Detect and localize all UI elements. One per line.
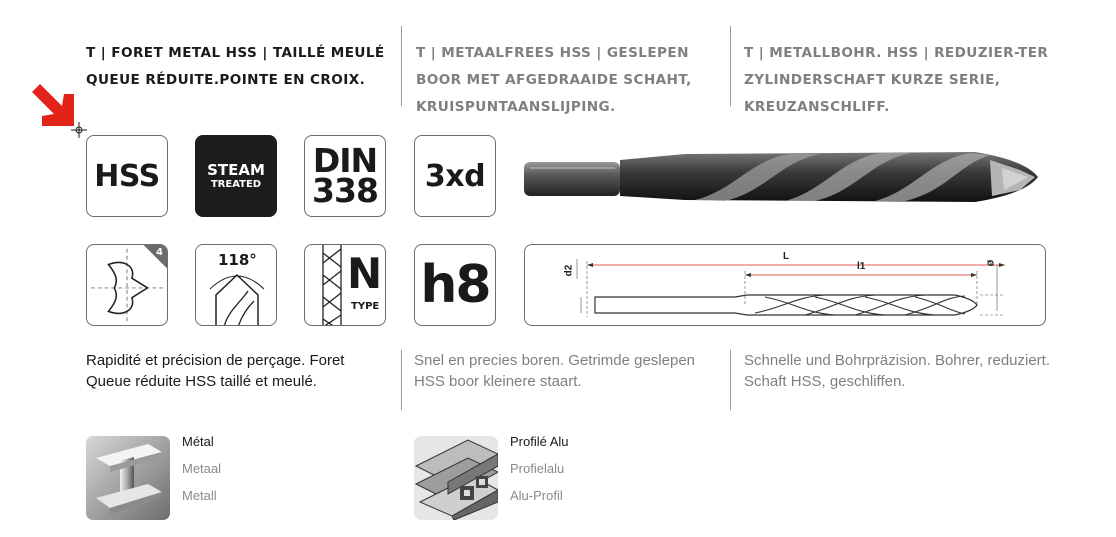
flute-length-label: l1 <box>857 261 866 272</box>
material-label-de: Alu-Profil <box>510 488 563 503</box>
material-metal <box>182 428 221 509</box>
split-point-icon <box>87 244 167 326</box>
title-dutch: T | METAALFREES HSS | GESLEPEN BOOR MET AFGEDRAAIDE SCHAHT, KRUISPUNTAANSLIJPING. <box>416 45 692 115</box>
description-german: Schnelle und Bohrpräzision. Bohrer, reduziert. Schaft HSS, geschliffen. <box>744 352 1051 390</box>
steam-treated-badge <box>195 135 277 217</box>
title-french: T | FORET METAL HSS | TAILLÉ MEULÉ QUEUE RÉDUITE.POINTE EN CROIX. <box>86 45 385 88</box>
material-label-fr: Profilé Alu <box>510 434 569 449</box>
material-label-de: Metall <box>182 488 217 503</box>
description-dutch: Snel en precies boren. Getrimde geslepen HSS boor kleinere staart. <box>414 352 696 390</box>
din-number-label: 338 <box>312 171 378 210</box>
crosshair-icon <box>71 122 87 138</box>
type-label: TYPE <box>351 301 380 312</box>
diameter-label: ø <box>984 259 997 267</box>
h8-label: h8 <box>420 255 490 315</box>
divider <box>401 26 402 106</box>
description-french: Rapidité et précision de perçage. Foret Queue réduite HSS taillé et meulé. <box>86 352 345 390</box>
hss-badge <box>86 135 168 217</box>
treated-label: TREATED <box>210 178 262 190</box>
hss-label: HSS <box>94 158 160 194</box>
drill-bit-image <box>520 130 1050 225</box>
h8-tolerance-badge <box>414 244 496 326</box>
tip-number: 4 <box>156 247 163 258</box>
material-label-nl: Profielalu <box>510 461 565 476</box>
angle-label: 118° <box>218 251 257 269</box>
din-label: DIN <box>312 140 378 180</box>
divider <box>730 26 731 106</box>
title-german: T | METALLBOHR. HSS | REDUZIER-TER ZYLINDERSCHAFT KURZE SERIE, KREUZANSCHLIFF. <box>744 45 1049 115</box>
n-type-badge <box>304 244 386 326</box>
length-label: L <box>783 251 790 262</box>
divider <box>730 350 731 410</box>
ratio-label: 3xd <box>424 158 486 194</box>
steam-label: STEAM <box>207 160 265 179</box>
ratio-3xd-badge <box>414 135 496 217</box>
n-letter: N <box>347 249 383 298</box>
steel-beam-icon <box>86 436 170 520</box>
din-338-badge <box>304 135 386 217</box>
shank-diameter-label: d2 <box>563 264 575 277</box>
divider <box>401 350 402 410</box>
aluminium-profile-icon <box>414 436 498 520</box>
material-label-fr: Métal <box>182 434 214 449</box>
material-label-nl: Metaal <box>182 461 222 476</box>
split-point-badge <box>86 244 168 326</box>
material-aluminium <box>510 428 569 509</box>
point-angle-badge <box>195 244 277 326</box>
technical-drawing <box>524 244 1046 326</box>
